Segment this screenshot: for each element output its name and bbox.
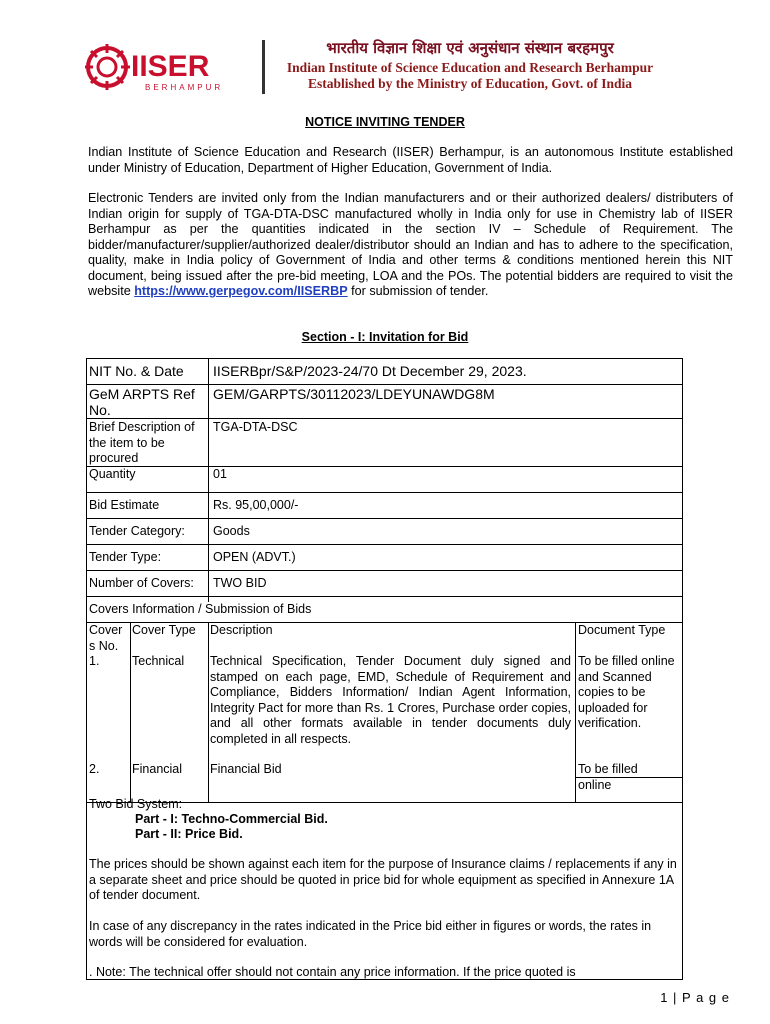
iiser-logo <box>85 40 265 95</box>
svg-text:BERHAMPUR: BERHAMPUR <box>145 83 224 92</box>
type-value: OPEN (ADVT.) <box>213 550 296 564</box>
estimate-value: Rs. 95,00,000/- <box>213 498 299 512</box>
two-bid-label: Two Bid System: <box>89 797 183 811</box>
qty-value: 01 <box>213 467 227 481</box>
category-label: Tender Category: <box>89 524 185 538</box>
col-cover-type: Cover Type <box>132 623 196 637</box>
category-value: Goods <box>213 524 250 538</box>
table-row <box>87 519 682 545</box>
established-line: Established by the Ministry of Education, Govt. of India <box>307 76 633 91</box>
table-row <box>87 545 682 571</box>
notice-title: NOTICE INVITING TENDER <box>305 115 465 129</box>
covers-info: Covers Information / Submission of Bids <box>89 602 312 616</box>
row-doc: To be filled online and Scanned copies to be uploaded for verification. <box>578 654 675 730</box>
row-doc: To be filled online <box>578 762 638 792</box>
row-desc: Financial Bid <box>210 762 282 776</box>
note-text: . Note: The technical offer should not contain any price information. If the price quoted is <box>89 965 576 979</box>
header-divider <box>262 40 265 94</box>
row-desc: Technical Specification, Tender Document duly signed and stamped on each page, EMD, Schedule of Requirement and Compliance, Bidders Information/ Indian Agent Information, Integrity Pact for more than Rs. 1 Crores, Purchase order copies, and all other formats available in tender documents duly completed in all respects. <box>210 654 571 746</box>
col-cover-no: Cover s No. <box>89 623 123 653</box>
qty-label: Quantity <box>89 467 136 481</box>
col-doc-type: Document Type <box>578 623 666 637</box>
desc-value: TGA-DTA-DSC <box>213 420 298 434</box>
part2: Part - II: Price Bid. <box>135 827 243 841</box>
letterhead <box>0 0 770 110</box>
table-row <box>87 571 682 597</box>
row-no: 1. <box>89 654 100 668</box>
table-row <box>87 385 682 419</box>
table-row <box>87 467 682 493</box>
type-label: Tender Type: <box>89 550 162 564</box>
table-row <box>87 419 682 467</box>
row-no: 2. <box>89 762 100 776</box>
covers-label: Number of Covers: <box>89 576 194 590</box>
gem-link[interactable]: https://www.gerpegov.com/IISERBP <box>134 284 348 298</box>
part1: Part - I: Techno-Commercial Bid. <box>135 812 328 826</box>
intro-paragraph: Indian Institute of Science Education and Research (IISER) Berhampur, is an autonomous Institute established under Ministry of Education, Department of Higher Education, Government of India. <box>88 145 733 175</box>
prices-text: The prices should be shown against each item for the purpose of Insurance claims / replacements if any in a separate sheet and price should be quoted in price bid for whole equipment as specified in Annexure 1A of tender document. <box>89 857 677 902</box>
section-title: Section - I: Invitation for Bid <box>301 330 469 344</box>
gem-label: GeM ARPTS Ref No. <box>89 386 195 418</box>
desc-label: Brief Description of the item to be procured <box>89 420 195 465</box>
english-name: Indian Institute of Science Education and Research Berhampur <box>286 60 654 75</box>
row-type: Technical <box>132 654 185 668</box>
col-description: Description <box>210 623 273 637</box>
row-type: Financial <box>132 762 183 776</box>
estimate-label: Bid Estimate <box>89 498 160 512</box>
table-row <box>87 493 682 519</box>
table-row <box>87 597 682 623</box>
tender-table <box>86 358 683 980</box>
tender-paragraph <box>88 191 733 300</box>
table-row <box>87 359 682 385</box>
tender-text: Electronic Tenders are invited only from the Indian manufacturers and or their authorized dealers/ distributers of Indian origin for supply of TGA-DTA-DSC manufactured wholly in India only for use in Chemistry lab of IISER Berhampur as per the quantities indicated in the section IV – Schedule of Requirement. The bidder/manufacturer/supplier/authorized dealer/distributor should an Indian and has to adhere to the specification, quality, make in India policy of Government of India and other terms & conditions mentioned herein this NIT document, being issued after the pre-bid meeting, LOA and the POs. The potential bidders are required to visit the website <box>88 191 733 298</box>
page-number: 1 | P a g e <box>660 990 730 1005</box>
covers-value: TWO BID <box>213 576 267 590</box>
hindi-name: भारतीय विज्ञान शिक्षा एवं अनुसंधान संस्थान बरहमपुर <box>326 39 614 57</box>
nit-value: IISERBpr/S&P/2023-24/70 Dt December 29, 2023. <box>213 363 527 379</box>
discrepancy-text: In case of any discrepancy in the rates indicated in the Price bid either in figures or words, the rates in words will be considered for evaluation. <box>89 919 652 949</box>
tender-text-end: for submission of tender. <box>351 284 489 298</box>
svg-text:IISER: IISER <box>131 50 210 83</box>
nit-label: NIT No. & Date <box>89 363 184 379</box>
gem-value: GEM/GARPTS/30112023/LDEYUNAWDG8M <box>213 386 495 402</box>
